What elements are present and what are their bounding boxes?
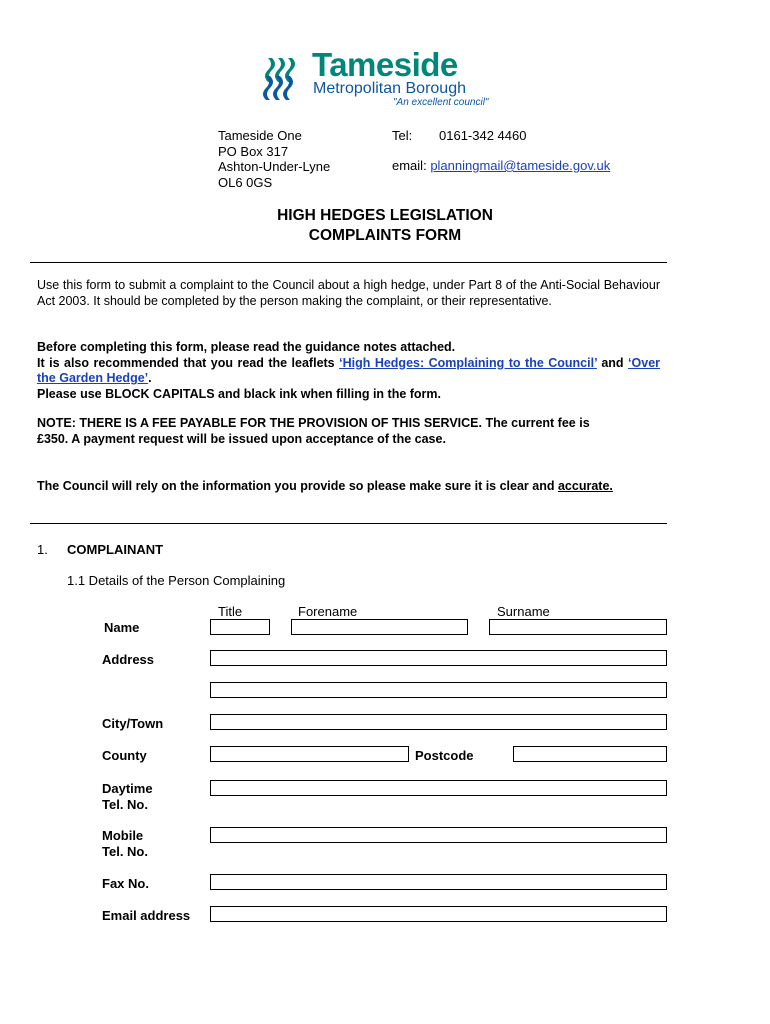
daytime-tel-label — [102, 781, 153, 813]
accuracy-note — [37, 479, 660, 495]
col-surname-label: Surname — [497, 604, 550, 619]
surname-field[interactable] — [489, 619, 667, 635]
accuracy-underlined: accurate. — [557, 479, 613, 493]
title-line-1: HIGH HEDGES LEGISLATION — [277, 207, 493, 224]
form-title — [0, 206, 770, 246]
fax-label: Fax No. — [102, 876, 149, 891]
accuracy-text: The Council will rely on the information you provide so please make sure it is clear and — [37, 479, 558, 493]
mobile-label-line-1: Mobile — [102, 828, 144, 843]
logo-subtitle: Metropolitan Borough — [313, 80, 466, 97]
logo-name: Tameside — [312, 46, 458, 83]
county-field[interactable] — [210, 746, 409, 762]
intro-paragraph: Use this form to submit a complaint to the Council about a high hedge, under Part 8 of the Anti-Social Behaviour Act 2003. It should be completed by the person making the complaint, or their representative. — [37, 278, 660, 308]
city-label: City/Town — [102, 716, 164, 731]
section-subtitle: 1.1 Details of the Person Complaining — [67, 573, 286, 588]
fax-field[interactable] — [210, 874, 667, 890]
logo-tagline: "An excellent council" — [393, 97, 489, 108]
address-line-2: PO Box 317 — [218, 143, 289, 159]
email-address-label: Email address — [102, 908, 191, 923]
forename-field[interactable] — [291, 619, 468, 635]
county-label: County — [102, 748, 147, 763]
title-field[interactable] — [210, 619, 270, 635]
address-label: Address — [102, 652, 155, 667]
title-line-2: COMPLAINTS FORM — [308, 227, 462, 244]
postal-address — [218, 128, 330, 190]
leaflet-link-garden-hedge[interactable]: ‘Over the Garden Hedge’ — [37, 355, 661, 385]
daytime-label-line-1: Daytime — [102, 781, 153, 796]
col-title-label: Title — [218, 604, 243, 619]
divider-top — [30, 262, 667, 263]
daytime-label-line-2: Tel. No. — [102, 797, 148, 812]
guidance-prefix: It is also recommended that you read the leaflets — [37, 355, 340, 370]
tel-value: 0161-342 4460 — [439, 128, 527, 143]
email-label: email: — [392, 158, 427, 173]
fee-note: NOTE: THERE IS A FEE PAYABLE FOR THE PROVISION OF THIS SERVICE. The current fee is £350. A payment request will be issued upon acceptance of the case. — [37, 416, 590, 446]
guidance-line-2 — [37, 356, 660, 387]
mobile-tel-field[interactable] — [210, 827, 667, 843]
address-line-4: OL6 0GS — [218, 174, 273, 190]
guidance-and: and — [596, 355, 629, 370]
name-label: Name — [104, 620, 140, 635]
guidance-suffix: . — [148, 371, 152, 385]
postcode-field[interactable] — [513, 746, 667, 762]
mobile-tel-label — [102, 828, 148, 860]
section-title: COMPLAINANT — [67, 542, 164, 557]
contact-email — [392, 158, 610, 174]
guidance-line-1: Before completing this form, please read the guidance notes attached. — [37, 340, 456, 354]
tel-label: Tel: — [392, 128, 413, 143]
address-field-line-1[interactable] — [210, 650, 667, 666]
email-address-field[interactable] — [210, 906, 667, 922]
divider-bottom — [30, 523, 667, 524]
daytime-tel-field[interactable] — [210, 780, 667, 796]
section-number: 1. — [37, 542, 48, 557]
city-field[interactable] — [210, 714, 667, 730]
address-line-1: Tameside One — [218, 128, 302, 143]
guidance-paragraph — [37, 340, 660, 402]
mobile-label-line-2: Tel. No. — [102, 844, 148, 859]
address-field-line-2[interactable] — [210, 682, 667, 698]
email-link[interactable]: planningmail@tameside.gov.uk — [430, 158, 611, 173]
guidance-line-3: Please use BLOCK CAPITALS and black ink when filling in the form. — [37, 386, 441, 401]
address-line-3: Ashton-Under-Lyne — [218, 159, 331, 174]
tameside-logo-mark-icon — [262, 54, 314, 104]
col-forename-label: Forename — [298, 604, 358, 619]
leaflet-link-complaining[interactable]: ‘High Hedges: Complaining to the Council’ — [339, 355, 597, 370]
postcode-label: Postcode — [415, 748, 474, 763]
